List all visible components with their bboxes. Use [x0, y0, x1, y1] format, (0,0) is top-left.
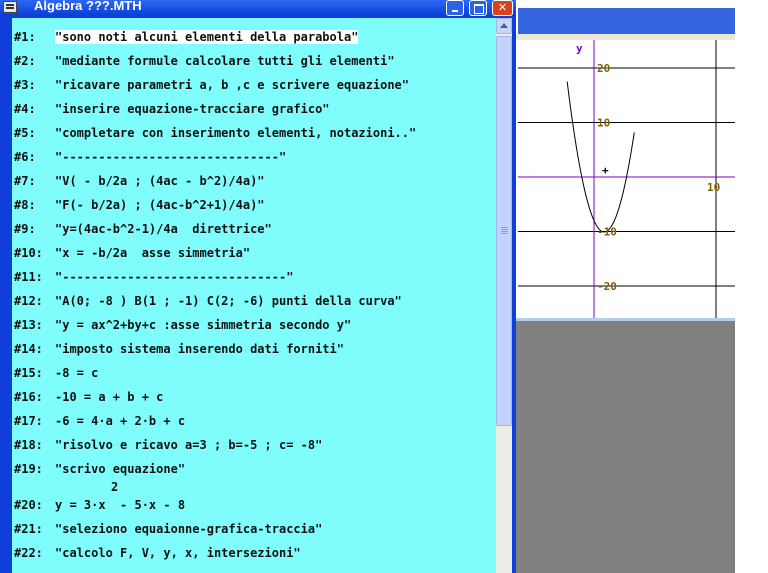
exponent-superscript: 2	[111, 480, 119, 494]
x-tick-label: 10	[707, 181, 721, 194]
expression-number: #9:	[14, 222, 36, 236]
expression-number: #4:	[14, 102, 36, 116]
expression-number: #18:	[14, 438, 43, 452]
expression-number: #5:	[14, 126, 36, 140]
expression-text: y = 3·x - 5·x - 8	[55, 498, 186, 512]
maximize-button[interactable]	[469, 0, 487, 16]
y-tick-label: -10	[597, 225, 617, 239]
plot-window-border	[516, 318, 735, 321]
expression-number: #6:	[14, 150, 36, 164]
expression-number: #2:	[14, 54, 36, 68]
expression-text: "A(0; -8 ) B(1 ; -1) C(2; -6) punti della curva"	[55, 294, 402, 308]
scroll-thumb[interactable]	[496, 36, 512, 426]
expression-number: #1:	[14, 30, 36, 44]
expression-text: "-------------------------------"	[55, 270, 294, 284]
minimize-icon	[452, 10, 458, 12]
scroll-up-arrow-icon[interactable]	[496, 18, 512, 34]
algebra-window-icon[interactable]	[3, 1, 17, 13]
expression-text: -6 = 4·a + 2·b + c	[55, 414, 186, 428]
algebra-window-title: Algebra ???.MTH	[34, 0, 142, 13]
expression-text: "imposto sistema inserendo dati forniti"	[55, 342, 344, 356]
expression-number: #21:	[14, 522, 43, 536]
maximize-icon	[474, 4, 484, 14]
expression-text: "inserire equazione-tracciare grafico"	[55, 102, 330, 116]
algebra-title-bar[interactable]	[0, 0, 516, 16]
expression-number: #20:	[14, 498, 43, 512]
plot-area[interactable]	[518, 40, 735, 318]
expression-text: "y=(4ac-b^2-1)/4a direttrice"	[55, 222, 272, 236]
y-tick-label: -20	[597, 280, 617, 293]
expression-text: "risolvo e ricavo a=3 ; b=-5 ; c= -8"	[55, 438, 323, 452]
expression-text: "mediante formule calcolare tutti gli elementi"	[55, 54, 395, 68]
expression-text: "x = -b/2a asse simmetria"	[55, 246, 251, 260]
expression-number: #15:	[14, 366, 43, 380]
close-button[interactable]	[492, 0, 513, 16]
expression-text: "completare con inserimento elementi, notazioni.."	[55, 126, 417, 140]
expression-number: #17:	[14, 414, 43, 428]
expression-text: "calcolo F, V, y, x, intersezioni"	[55, 546, 301, 560]
expression-list[interactable]	[12, 18, 496, 573]
plot-window-empty-area	[516, 318, 735, 573]
expression-number: #8:	[14, 198, 36, 212]
expression-text: "sono noti alcuni elementi della parabola"	[55, 30, 359, 44]
expression-text: "F(- b/2a) ; (4ac-b^2+1)/4a)"	[55, 198, 265, 212]
close-icon: ✕	[497, 1, 508, 14]
expression-text: -8 = c	[55, 366, 99, 380]
expression-text: "y = ax^2+by+c :asse simmetria secondo y"	[55, 318, 352, 332]
expression-text: "seleziono equaionne-grafica-traccia"	[55, 522, 323, 536]
expression-number: #11:	[14, 270, 43, 284]
expression-text: "ricavare parametri a, b ,c e scrivere equazione"	[55, 78, 410, 92]
expression-text: "scrivo equazione"	[55, 462, 186, 476]
y-tick-label: 20	[597, 62, 611, 75]
parabola-curve	[567, 82, 634, 232]
plot-cursor-icon: +	[602, 164, 609, 177]
expression-text: "V( - b/2a ; (4ac - b^2)/4a)"	[55, 174, 265, 188]
expression-number: #22:	[14, 546, 43, 560]
expression-number: #19:	[14, 462, 43, 476]
expression-number: #12:	[14, 294, 43, 308]
y-tick-label: 10	[597, 116, 611, 130]
expression-number: #14:	[14, 342, 43, 356]
expression-number: #3:	[14, 78, 36, 92]
expression-number: #13:	[14, 318, 43, 332]
expression-text: "------------------------------"	[55, 150, 287, 164]
minimize-button[interactable]	[446, 0, 464, 16]
scroll-grip-icon	[501, 227, 508, 228]
parabola-plot[interactable]	[518, 40, 735, 318]
expression-number: #7:	[14, 174, 36, 188]
expression-number: #16:	[14, 390, 43, 404]
expression-text: -10 = a + b + c	[55, 390, 164, 404]
plot-window-title-bar[interactable]	[518, 8, 735, 34]
vertical-scrollbar[interactable]	[496, 18, 512, 573]
expression-number: #10:	[14, 246, 43, 260]
y-axis-label: y	[576, 42, 583, 55]
